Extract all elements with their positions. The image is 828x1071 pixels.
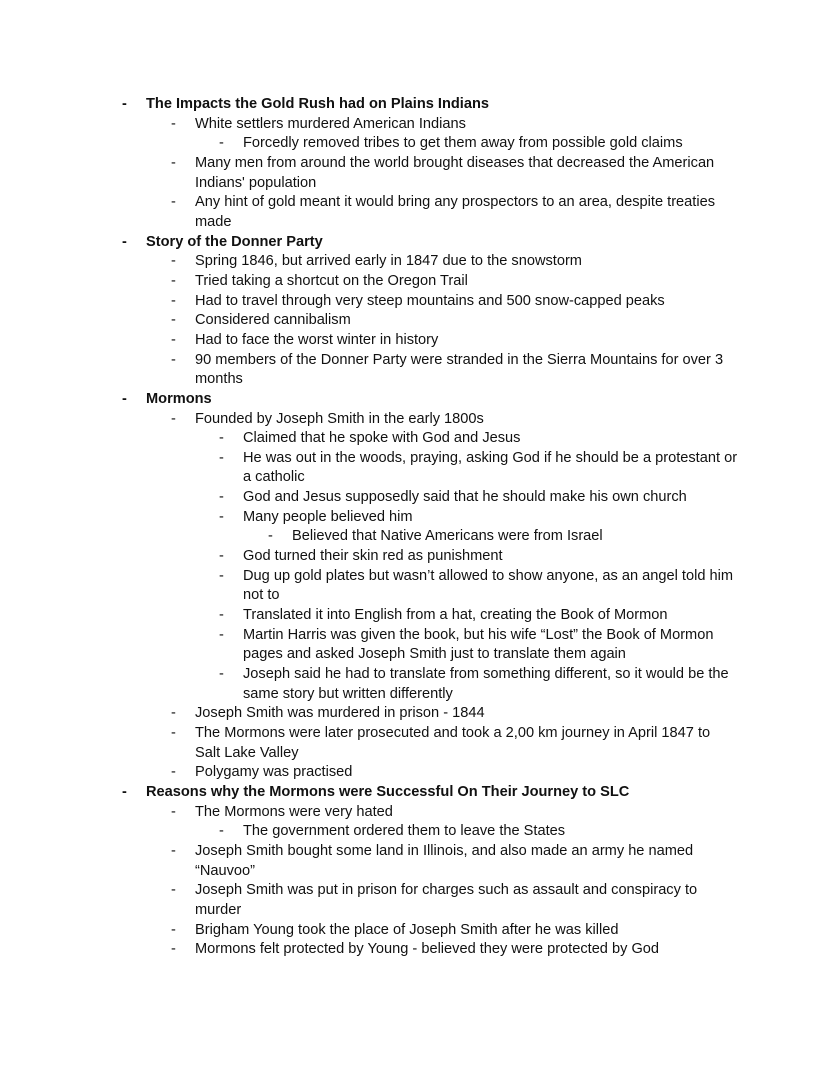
list-item bbox=[171, 351, 738, 390]
list-item bbox=[171, 763, 738, 783]
bullet-dash-icon: - bbox=[171, 705, 176, 722]
list-item bbox=[268, 527, 738, 547]
list-item bbox=[171, 881, 738, 920]
item-text: Joseph Smith was put in prison for charges such as assault and conspiracy to murder bbox=[195, 882, 698, 918]
item-text: White settlers murdered American Indians bbox=[195, 115, 466, 132]
item-text: The Mormons were very hated bbox=[195, 803, 393, 820]
bullet-dash-icon: - bbox=[122, 390, 127, 407]
list-item bbox=[219, 822, 738, 842]
item-text: Joseph said he had to translate from something different, so it would be the same story but written differently bbox=[243, 666, 729, 702]
bullet-dash-icon: - bbox=[171, 331, 176, 348]
list-item bbox=[171, 921, 738, 941]
bullet-dash-icon: - bbox=[171, 194, 176, 211]
item-text: Mormons felt protected by Young - believed they were protected by God bbox=[195, 941, 660, 958]
section-heading bbox=[122, 783, 738, 803]
item-text: Story of the Donner Party bbox=[146, 233, 323, 250]
list-item bbox=[171, 193, 738, 232]
list-item bbox=[219, 508, 738, 528]
list-item bbox=[219, 626, 738, 665]
item-text: He was out in the woods, praying, asking God if he should be a protestant or a catholic bbox=[243, 449, 738, 486]
list-item bbox=[171, 115, 738, 135]
bullet-dash-icon: - bbox=[171, 803, 176, 820]
bullet-dash-icon: - bbox=[171, 253, 176, 270]
list-item bbox=[171, 292, 738, 312]
bullet-dash-icon: - bbox=[219, 567, 224, 584]
item-text: Believed that Native Americans were from Israel bbox=[292, 528, 603, 545]
list-item bbox=[219, 665, 738, 704]
item-text: Forcedly removed tribes to get them away from possible gold claims bbox=[243, 135, 683, 152]
bullet-dash-icon: - bbox=[219, 626, 224, 643]
bullet-dash-icon: - bbox=[171, 882, 176, 899]
item-text: Joseph Smith bought some land in Illinois, and also made an army he named “Nauvoo” bbox=[195, 842, 694, 879]
bullet-dash-icon: - bbox=[171, 921, 176, 938]
list-item bbox=[171, 842, 738, 881]
item-text: Mormons bbox=[146, 390, 212, 407]
bullet-dash-icon: - bbox=[268, 528, 273, 545]
section-heading bbox=[122, 95, 738, 115]
bullet-dash-icon: - bbox=[219, 823, 224, 840]
bullet-dash-icon: - bbox=[122, 96, 127, 112]
bullet-dash-icon: - bbox=[122, 233, 127, 250]
list-item bbox=[219, 134, 738, 154]
item-text: Dug up gold plates but wasn’t allowed to show anyone, as an angel told him not to bbox=[243, 567, 734, 604]
list-item bbox=[171, 724, 738, 763]
bullet-dash-icon: - bbox=[171, 272, 176, 289]
bullet-dash-icon: - bbox=[219, 449, 224, 466]
bullet-dash-icon: - bbox=[171, 842, 176, 859]
item-text: Tried taking a shortcut on the Oregon Trail bbox=[195, 272, 468, 289]
item-text: Considered cannibalism bbox=[195, 312, 351, 329]
bullet-dash-icon: - bbox=[171, 941, 176, 958]
bullet-dash-icon: - bbox=[171, 115, 176, 132]
item-text: Spring 1846, but arrived early in 1847 due to the snowstorm bbox=[195, 253, 582, 270]
item-text: God and Jesus supposedly said that he should make his own church bbox=[243, 489, 687, 506]
item-text: Reasons why the Mormons were Successful On Their Journey to SLC bbox=[146, 783, 630, 800]
item-text: God turned their skin red as punishment bbox=[243, 548, 503, 565]
item-text: Translated it into English from a hat, creating the Book of Mormon bbox=[243, 607, 668, 624]
item-text: 90 members of the Donner Party were stranded in the Sierra Mountains for over 3 months bbox=[195, 351, 724, 388]
bullet-dash-icon: - bbox=[171, 410, 176, 427]
list-item bbox=[219, 449, 738, 488]
section-heading bbox=[122, 233, 738, 253]
bullet-dash-icon: - bbox=[122, 783, 127, 800]
list-item bbox=[171, 803, 738, 823]
bullet-dash-icon: - bbox=[219, 135, 224, 152]
list-item bbox=[171, 940, 738, 960]
list-item bbox=[219, 488, 738, 508]
item-text: Joseph Smith was murdered in prison - 1844 bbox=[195, 705, 485, 722]
bullet-dash-icon: - bbox=[219, 607, 224, 624]
item-text: The Impacts the Gold Rush had on Plains Indians bbox=[146, 96, 489, 112]
list-item bbox=[171, 410, 738, 430]
item-text: Brigham Young took the place of Joseph Smith after he was killed bbox=[195, 921, 619, 938]
list-item bbox=[219, 429, 738, 449]
section-heading bbox=[122, 390, 738, 410]
bullet-dash-icon: - bbox=[219, 666, 224, 683]
bullet-dash-icon: - bbox=[219, 508, 224, 525]
list-item bbox=[171, 154, 738, 193]
list-item bbox=[171, 252, 738, 272]
list-item bbox=[171, 331, 738, 351]
bullet-dash-icon: - bbox=[171, 725, 176, 741]
document-outline bbox=[0, 95, 828, 960]
item-text: The government ordered them to leave the States bbox=[243, 823, 566, 840]
item-text: Had to face the worst winter in history bbox=[195, 331, 439, 348]
list-item bbox=[171, 704, 738, 724]
bullet-dash-icon: - bbox=[171, 154, 176, 171]
list-item bbox=[171, 311, 738, 331]
item-text: Many people believed him bbox=[243, 508, 413, 525]
bullet-dash-icon: - bbox=[171, 351, 176, 368]
bullet-dash-icon: - bbox=[171, 764, 176, 781]
item-text: Martin Harris was given the book, but his wife “Lost” the Book of Mormon pages and asked Joseph Smith just to translate them again bbox=[243, 626, 714, 663]
item-text: Many men from around the world brought diseases that decreased the American Indians' population bbox=[195, 154, 715, 191]
list-item bbox=[219, 567, 738, 606]
bullet-dash-icon: - bbox=[219, 548, 224, 565]
item-text: Claimed that he spoke with God and Jesus bbox=[243, 430, 521, 447]
list-item bbox=[171, 272, 738, 292]
bullet-dash-icon: - bbox=[171, 292, 176, 309]
bullet-dash-icon: - bbox=[219, 430, 224, 447]
bullet-dash-icon: - bbox=[171, 312, 176, 329]
item-text: The Mormons were later prosecuted and took a 2,00 km journey in April 1847 to Salt Lake Valley bbox=[195, 725, 711, 761]
item-text: Polygamy was practised bbox=[195, 764, 353, 781]
bullet-dash-icon: - bbox=[219, 489, 224, 506]
list-item bbox=[219, 547, 738, 567]
item-text: Founded by Joseph Smith in the early 1800s bbox=[195, 410, 484, 427]
item-text: Any hint of gold meant it would bring any prospectors to an area, despite treaties made bbox=[195, 194, 716, 230]
list-item bbox=[219, 606, 738, 626]
item-text: Had to travel through very steep mountains and 500 snow-capped peaks bbox=[195, 292, 665, 309]
